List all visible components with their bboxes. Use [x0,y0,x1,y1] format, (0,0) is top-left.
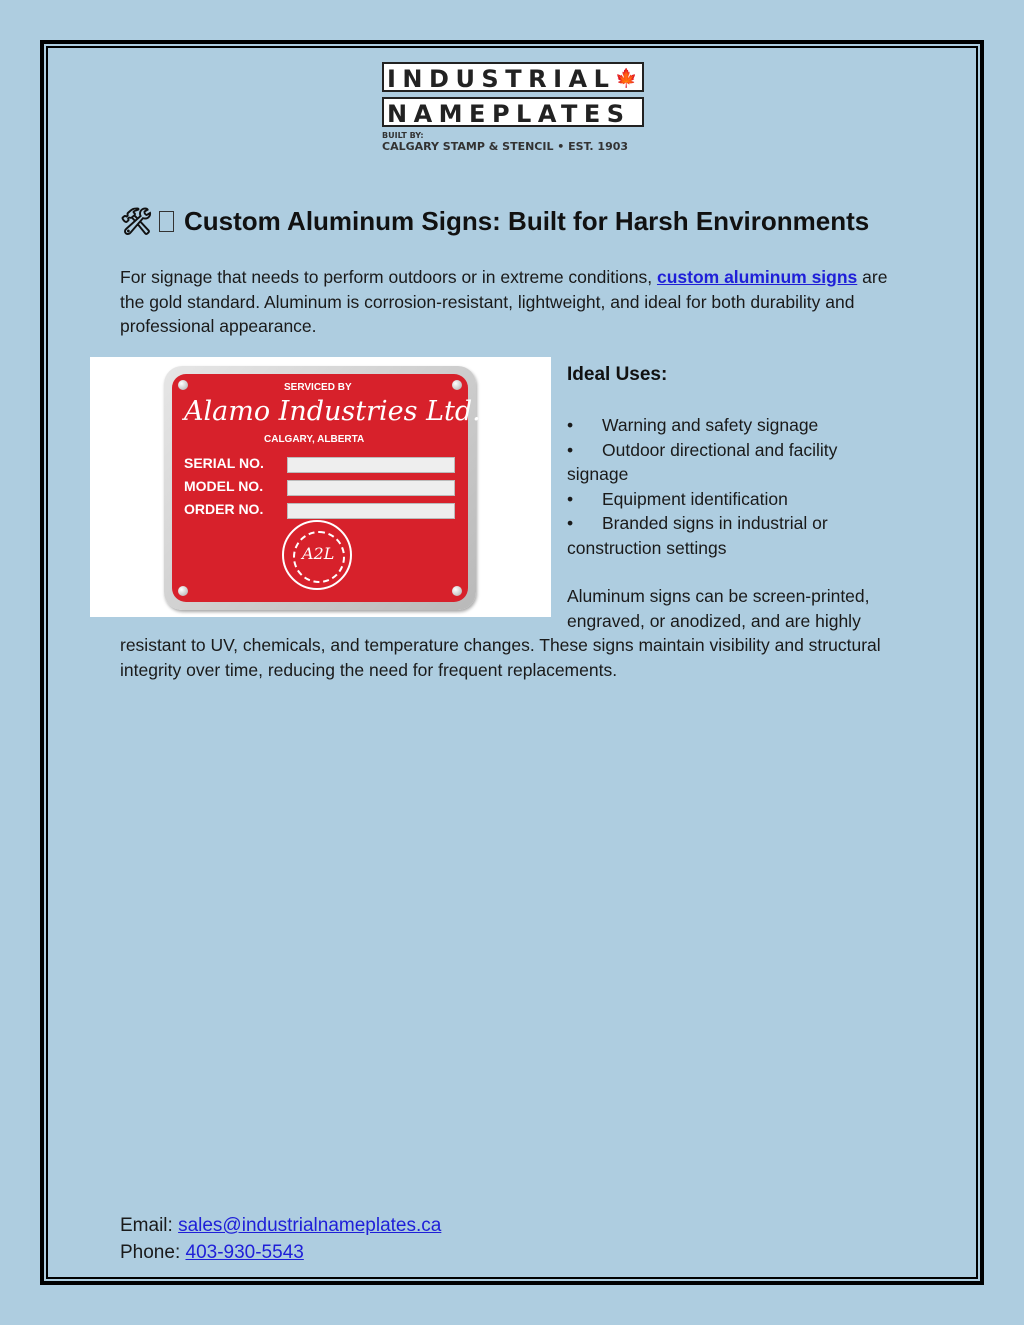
emblem-text: A2L [302,544,335,563]
tools-icon: 🛠 [120,206,154,236]
ideal-uses-list [567,413,887,560]
list-item-text: Outdoor directional and facility signage [567,439,838,484]
intro-paragraph [120,265,900,339]
missing-glyph-icon [159,211,174,232]
email-link[interactable]: sales@industrialnameplates.ca [178,1215,442,1236]
page-title [120,206,869,237]
list-item [567,438,887,487]
logo-line-1 [382,62,644,92]
phone-label: Phone: [120,1242,186,1263]
list-item [567,511,887,560]
plate-field-order: ORDER NO. [184,501,264,517]
plate-company: Alamo Industries Ltd. [184,396,481,427]
ideal-uses-title: Ideal Uses: [567,364,668,385]
closing-paragraph-start: Aluminum signs can be screen-printed, engraved, or anodized, and are highly [567,586,870,631]
rivet-icon [178,380,188,390]
logo-line-2: NAMEPLATES [382,97,644,127]
plate-field-blank [287,503,455,519]
list-item [567,413,887,438]
page-title-text: Custom Aluminum Signs: Built for Harsh Environments [184,206,870,236]
list-item [567,487,887,512]
list-item-text: Branded signs in industrial or construction settings [567,513,828,558]
bullet-icon: • [567,439,574,460]
aluminum-plate [164,366,481,610]
maple-leaf-icon: 🍁 [615,68,638,89]
plate-serviced-by: SERVICED BY [284,382,352,393]
custom-aluminum-signs-link[interactable]: custom aluminum signs [656,267,858,287]
plate-field-blank [287,480,455,496]
intro-text-before: For signage that needs to perform outdoors or in extreme conditions, [120,267,657,287]
closing-paragraph-end: resistant to UV, chemicals, and temperature changes. These signs maintain visibility and structural integrity over time, reducing the need for frequent replacements. [120,635,881,680]
plate-field-serial: SERIAL NO. [184,455,264,471]
emblem-icon [282,520,352,590]
phone-link[interactable]: 403-930-5543 [185,1242,304,1263]
email-line [120,1212,441,1239]
bullet-icon: • [567,415,574,435]
plate-face [172,374,481,602]
bullet-icon: • [567,488,574,509]
bullet-icon: • [567,513,574,533]
plate-location: CALGARY, ALBERTA [264,434,365,445]
email-label: Email: [120,1215,179,1236]
rivet-icon [452,380,462,390]
list-item-text: Equipment identification [602,488,788,509]
plate-field-model: MODEL NO. [184,478,264,494]
rivet-icon [178,586,188,596]
plate-field-blank [287,457,455,473]
phone-line [120,1239,441,1266]
list-item-text: Warning and safety signage [602,415,819,435]
intro-text-after: are the gold standard. Aluminum is corrosion-resistant, lightweight, and ideal for both durability and professional appearance. [120,267,888,336]
contact-info [120,1212,441,1266]
logo-company: CALGARY STAMP & STENCIL • EST. 1903 [382,140,629,153]
logo-line-1-text: INDUSTRIAL [387,65,616,92]
nameplate-photo [90,357,551,617]
logo-built-by: BUILT BY: [382,131,424,140]
rivet-icon [452,586,462,596]
logo [382,62,644,153]
